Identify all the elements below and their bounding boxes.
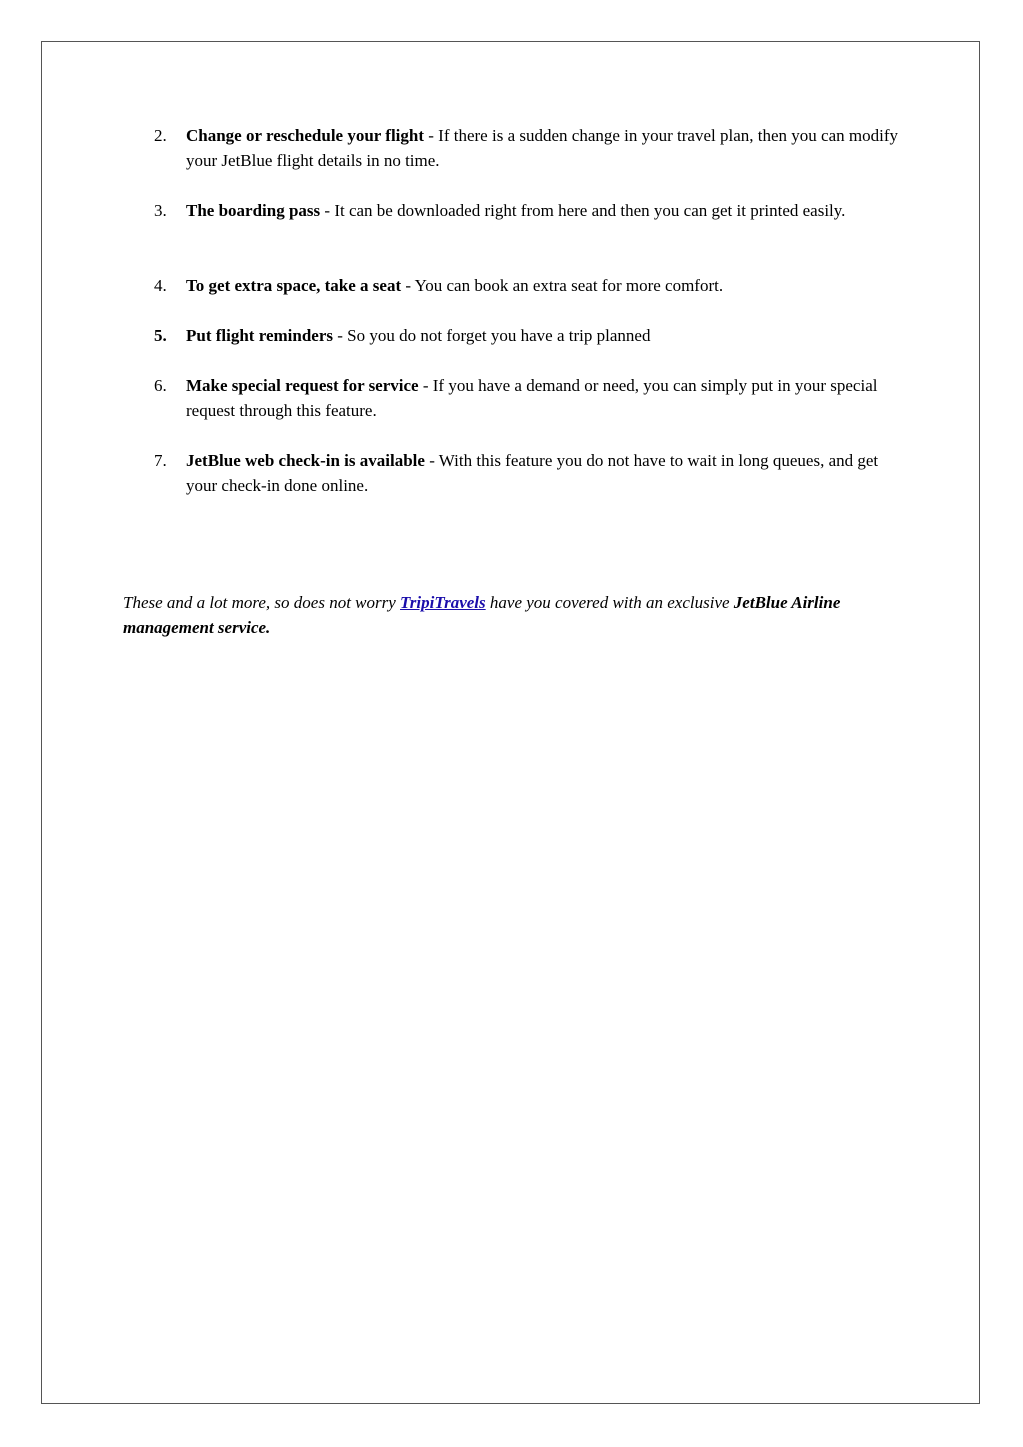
list-item-text [186,123,906,173]
list-item-title: Put flight reminders [186,326,334,345]
list-item-text [186,198,906,223]
closing-middle: have you covered with an exclusive [485,593,734,612]
list-item-text [186,323,906,348]
closing-emphasis: JetBlue Airline management service. [123,593,841,637]
list-item-title: The boarding pass [186,201,321,220]
list-item-number: 6. [154,376,167,395]
list-item-description: - You can book an extra seat for more comfort. [401,276,724,295]
list-item-description: - With this feature you do not have to wait in long queues, and get your check-in done online. [186,451,879,495]
list-item-number: 3. [154,201,167,220]
closing-paragraph [123,590,913,640]
list-item-number: 5. [154,326,167,345]
list-item-description: - If there is a sudden change in your travel plan, then you can modify your JetBlue flight details in no time. [186,126,898,170]
list-item-description: - It can be downloaded right from here and then you can get it printed easily. [320,201,846,220]
page-border [41,41,980,1404]
list-item-number: 7. [154,451,167,470]
list-item-text [186,373,906,423]
closing-intro: These and a lot more, so does not worry [123,593,401,612]
list-item-number: 4. [154,276,167,295]
list-item-description: - So you do not forget you have a trip planned [333,326,651,345]
list-item-text [186,273,906,298]
list-item-title: To get extra space, take a seat [186,276,402,295]
list-item-title: Change or reschedule your flight [186,126,425,145]
list-item-title: Make special request for service [186,376,419,395]
list-item-text [186,448,906,498]
list-item-description: - If you have a demand or need, you can simply put in your special request through this feature. [186,376,878,420]
list-item-number: 2. [154,126,167,145]
tripitravels-link[interactable]: TripiTravels [400,593,486,612]
list-item-title: JetBlue web check-in is available [186,451,425,470]
